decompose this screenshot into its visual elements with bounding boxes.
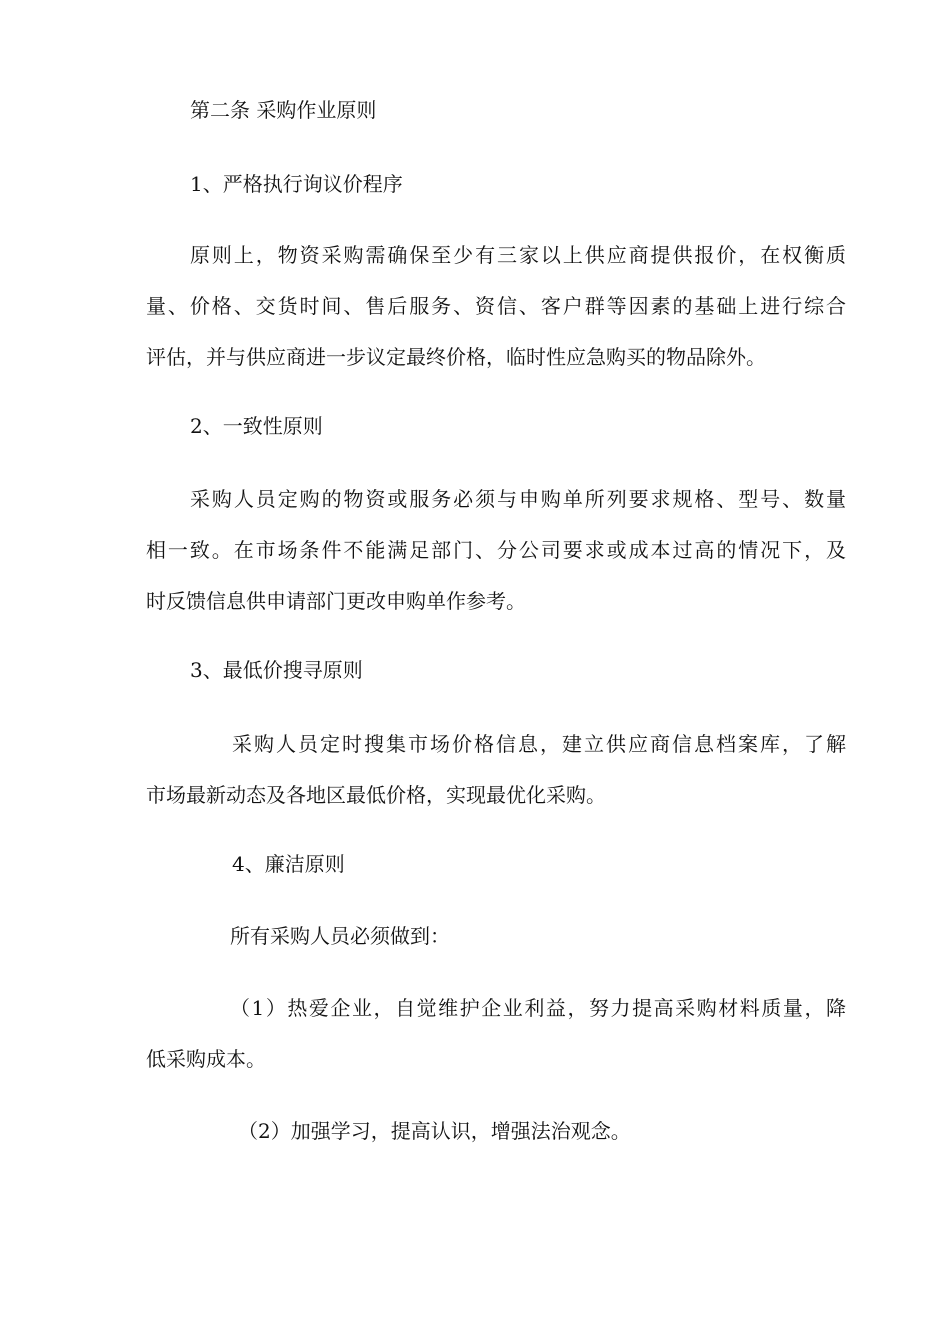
section-4-item-1-line-1: （1）热爱企业，自觉维护企业利益，努力提高采购材料质量，降	[230, 996, 846, 1020]
section-1-line-3: 评估，并与供应商进一步议定最终价格，临时性应急购买的物品除外。	[146, 345, 766, 369]
article-heading: 第二条 采购作业原则	[190, 98, 377, 122]
section-3-title: 3、最低价搜寻原则	[190, 658, 363, 682]
section-4-item-2: （2）加强学习，提高认识，增强法治观念。	[238, 1119, 631, 1143]
section-1-title: 1、严格执行询议价程序	[190, 172, 403, 196]
section-2-title: 2、一致性原则	[190, 414, 323, 438]
section-4-intro: 所有采购人员必须做到：	[230, 924, 450, 948]
section-1-line-1: 原则上，物资采购需确保至少有三家以上供应商提供报价，在权衡质	[190, 243, 846, 267]
section-2-line-1: 采购人员定购的物资或服务必须与申购单所列要求规格、型号、数量	[190, 487, 846, 511]
section-2-line-2: 相一致。在市场条件不能满足部门、分公司要求或成本过高的情况下，及	[146, 538, 846, 562]
section-1-line-2: 量、价格、交货时间、售后服务、资信、客户群等因素的基础上进行综合	[146, 294, 846, 318]
section-4-item-1-line-2: 低采购成本。	[146, 1047, 266, 1071]
section-4-title: 4、廉洁原则	[232, 852, 345, 876]
section-3-line-2: 市场最新动态及各地区最低价格，实现最优化采购。	[146, 783, 606, 807]
section-3-line-1: 采购人员定时搜集市场价格信息，建立供应商信息档案库，了解	[232, 732, 846, 756]
section-2-line-3: 时反馈信息供申请部门更改申购单作参考。	[146, 589, 526, 613]
